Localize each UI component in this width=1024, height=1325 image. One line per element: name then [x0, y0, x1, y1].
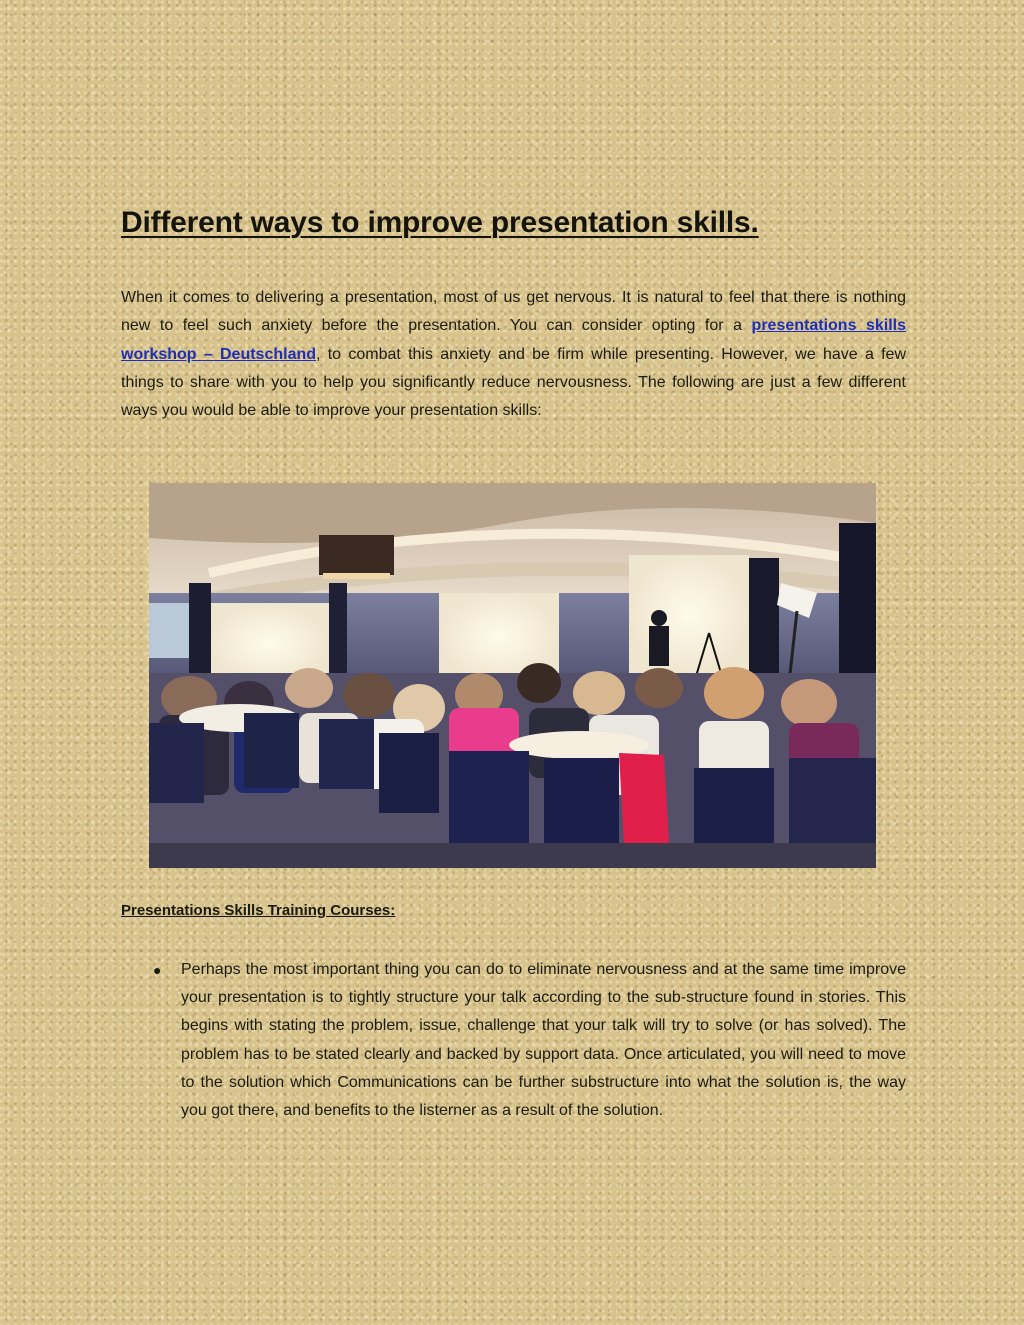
- bullet-list: [149, 956, 906, 1125]
- intro-text-part2: , to combat this anxiety and be firm while presenting. However, we have a few things to share with you to help you significantly reduce nervousness. The following are just a few different ways you would be able to improve your presentation skills:: [121, 345, 906, 420]
- intro-text-part1: When it comes to delivering a presentation, most of us get nervous. It is natural to feel that there is nothing new to feel such anxiety before the presentation. You can consider opting for a: [121, 289, 906, 335]
- conference-room-photo: [149, 483, 876, 868]
- section-heading: Presentations Skills Training Courses:: [121, 902, 396, 919]
- workshop-link[interactable]: presentations skills workshop – Deutschland: [121, 317, 907, 363]
- intro-paragraph: [121, 284, 906, 425]
- list-item: [149, 956, 906, 1125]
- list-item-text: Perhaps the most important thing you can do to eliminate nervousness and at the same time improve your presentation is to tightly structure your talk according to the sub-structure found in stories. This begins with stating the problem, issue, challenge that your talk will try to solve (or has solved). The problem has to be stated clearly and backed by support data. Once articulated, you will need to move to the solution which Communications can be further substructure into what the solution is, the way you got there, and benefits to the listerner as a result of the solution.: [181, 961, 906, 1120]
- page-title: Different ways to improve presentation skills.: [121, 206, 759, 239]
- bullet-marker: ●: [153, 962, 162, 978]
